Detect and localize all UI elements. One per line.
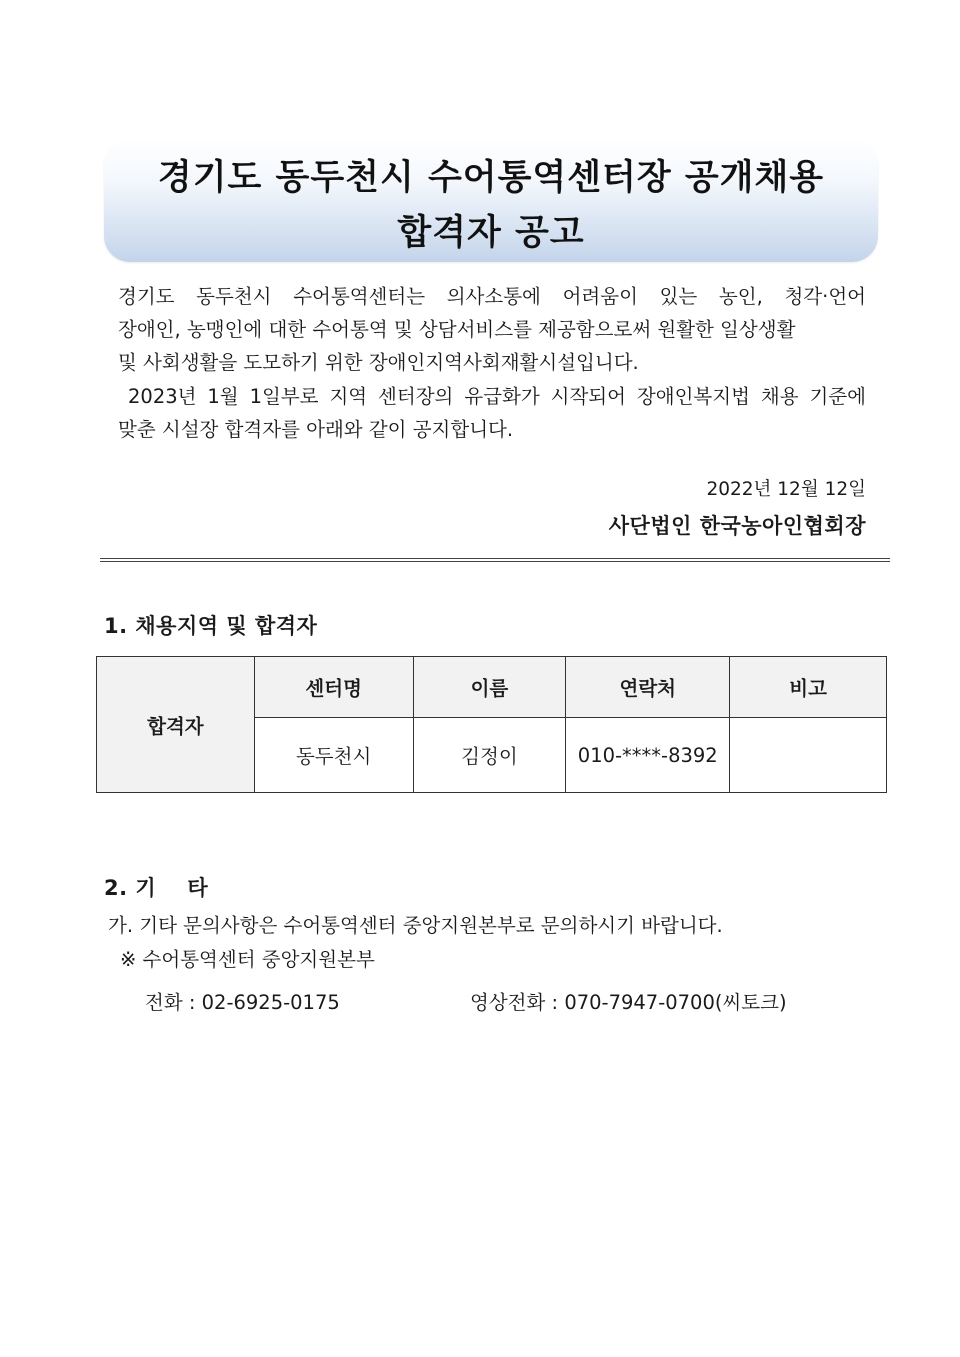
- intro-line-4: 2023년 1월 1일부로 지역 센터장의 유급화가 시작되어 장애인복지법 채용 기준에: [128, 385, 866, 408]
- section-1-heading: 1. 채용지역 및 합격자: [104, 614, 318, 638]
- phone-number: 전화 : 02-6925-0175: [145, 991, 340, 1014]
- cell-remarks: [730, 718, 887, 793]
- video-phone-number: 영상전화 : 070-7947-0700(씨토크): [470, 991, 787, 1014]
- intro-line-1: 경기도 동두천시 수어통역센터는 의사소통에 어려움이 있는 농인, 청각‧언어: [118, 285, 866, 308]
- intro-line-2: 장애인, 농맹인에 대한 수어통역 및 상담서비스를 제공함으로써 원활한 일상생활: [118, 318, 796, 341]
- col-header-center: 센터명: [254, 657, 413, 718]
- col-header-contact: 연락처: [566, 657, 730, 718]
- intro-line-5: 맞춘 시설장 합격자를 아래와 같이 공지합니다.: [118, 418, 514, 441]
- col-header-name: 이름: [413, 657, 566, 718]
- cell-contact: 010-****-8392: [566, 718, 730, 793]
- result-table: [96, 656, 887, 793]
- cell-name: 김정이: [413, 718, 566, 793]
- separator-line: [100, 558, 890, 566]
- page-subtitle: 합격자 공고: [397, 213, 585, 253]
- row-header-passer: 합격자: [97, 657, 255, 793]
- intro-line-3: 및 사회생활을 도모하기 위한 장애인지역사회재활시설입니다.: [118, 351, 639, 374]
- page-title: 경기도 동두천시 수어통역센터장 공개채용: [157, 158, 825, 198]
- support-center-note: ※ 수어통역센터 중앙지원본부: [120, 948, 375, 971]
- inquiry-text: 가. 기타 문의사항은 수어통역센터 중앙지원본부로 문의하시기 바랍니다.: [108, 914, 723, 937]
- organization-name: 사단법인 한국농아인협회장: [608, 514, 866, 538]
- col-header-remarks: 비고: [730, 657, 887, 718]
- announcement-date: 2022년 12월 12일: [706, 479, 866, 500]
- section-2-heading: 2. 기 타: [104, 876, 209, 900]
- cell-center: 동두천시: [254, 718, 413, 793]
